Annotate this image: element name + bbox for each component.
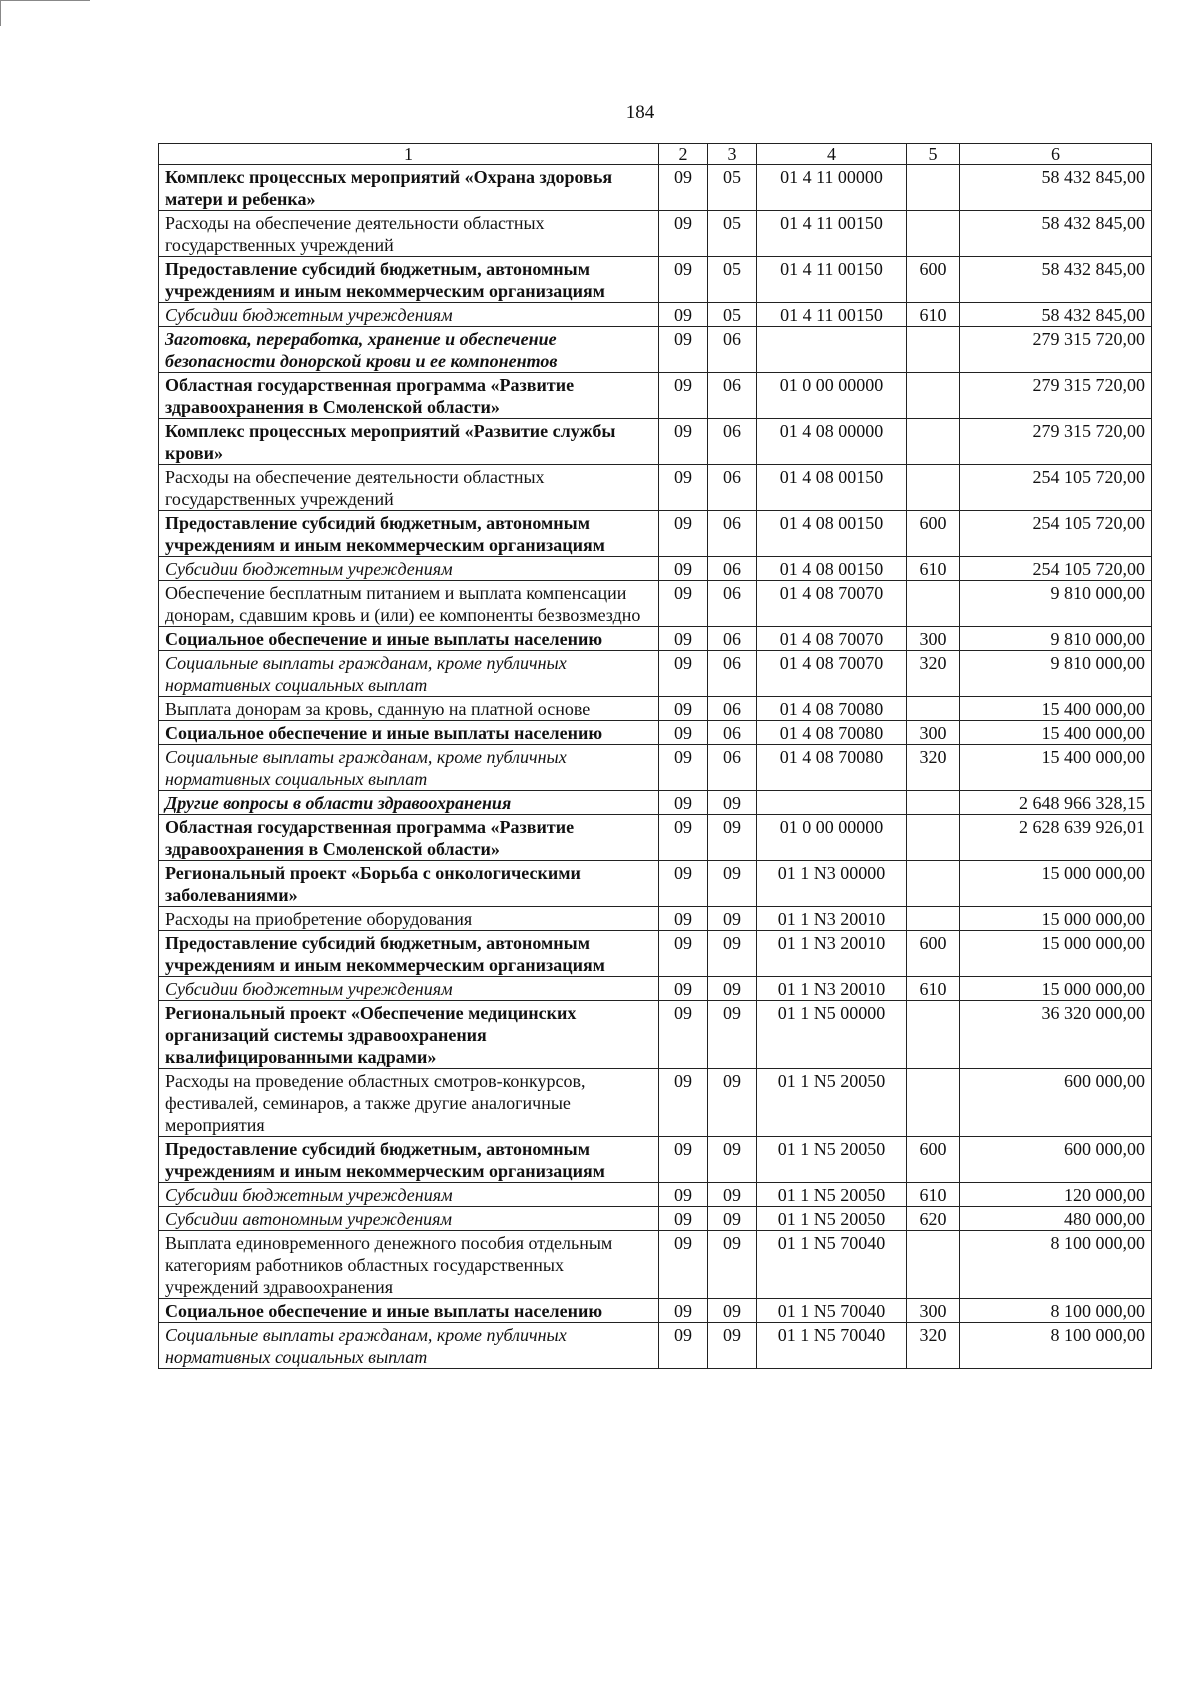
- section-code-cell: 09: [659, 931, 708, 977]
- subsection-code-cell: 09: [708, 1323, 757, 1369]
- section-code-cell: 09: [659, 257, 708, 303]
- subsection-code-cell: 09: [708, 977, 757, 1001]
- amount-cell: 9 810 000,00: [960, 581, 1152, 627]
- amount-cell: 2 648 966 328,15: [960, 791, 1152, 815]
- expense-type-cell: [907, 1001, 960, 1069]
- subsection-code-cell: 06: [708, 511, 757, 557]
- table-row: [159, 907, 1152, 931]
- row-name-cell: Предоставление субсидий бюджетным, автономным учреждениям и иным некоммерческим организациям: [159, 931, 659, 977]
- subsection-code-cell: 09: [708, 1137, 757, 1183]
- subsection-code-cell: 05: [708, 257, 757, 303]
- row-name-cell: Заготовка, переработка, хранение и обеспечение безопасности донорской крови и ее компонентов: [159, 327, 659, 373]
- row-name-cell: Субсидии бюджетным учреждениям: [159, 1183, 659, 1207]
- subsection-code-cell: 06: [708, 373, 757, 419]
- table-row: [159, 977, 1152, 1001]
- table-row: [159, 211, 1152, 257]
- row-name-cell: Субсидии бюджетным учреждениям: [159, 303, 659, 327]
- expense-type-cell: 600: [907, 1137, 960, 1183]
- subsection-code-cell: 06: [708, 651, 757, 697]
- amount-cell: 58 432 845,00: [960, 165, 1152, 211]
- expense-type-cell: 610: [907, 557, 960, 581]
- expense-type-cell: 610: [907, 303, 960, 327]
- row-name-cell: Предоставление субсидий бюджетным, автономным учреждениям и иным некоммерческим организациям: [159, 1137, 659, 1183]
- expense-type-cell: 320: [907, 1323, 960, 1369]
- expense-type-cell: [907, 211, 960, 257]
- expense-type-cell: [907, 581, 960, 627]
- subsection-code-cell: 09: [708, 1299, 757, 1323]
- subsection-code-cell: 06: [708, 581, 757, 627]
- section-code-cell: 09: [659, 977, 708, 1001]
- expense-type-cell: [907, 791, 960, 815]
- expense-type-cell: [907, 1231, 960, 1299]
- table-row: [159, 465, 1152, 511]
- row-name-cell: Региональный проект «Борьба с онкологическими заболеваниями»: [159, 861, 659, 907]
- row-name-cell: Комплекс процессных мероприятий «Охрана здоровья матери и ребенка»: [159, 165, 659, 211]
- column-header-6: 6: [960, 144, 1152, 165]
- amount-cell: 15 400 000,00: [960, 745, 1152, 791]
- table-row: [159, 257, 1152, 303]
- expense-type-cell: [907, 165, 960, 211]
- row-name-cell: Субсидии бюджетным учреждениям: [159, 557, 659, 581]
- expense-type-cell: [907, 419, 960, 465]
- row-name-cell: Комплекс процессных мероприятий «Развитие службы крови»: [159, 419, 659, 465]
- amount-cell: 15 400 000,00: [960, 697, 1152, 721]
- target-article-cell: 01 1 N3 20010: [757, 931, 907, 977]
- table-row: [159, 815, 1152, 861]
- scan-corner-mark: [0, 0, 90, 1]
- amount-cell: 15 000 000,00: [960, 977, 1152, 1001]
- table-row: [159, 697, 1152, 721]
- table-row: [159, 557, 1152, 581]
- table-row: [159, 327, 1152, 373]
- table-row: [159, 745, 1152, 791]
- expense-type-cell: [907, 861, 960, 907]
- row-name-cell: Субсидии автономным учреждениям: [159, 1207, 659, 1231]
- amount-cell: 120 000,00: [960, 1183, 1152, 1207]
- column-header-4: 4: [757, 144, 907, 165]
- target-article-cell: 01 4 08 70080: [757, 745, 907, 791]
- target-article-cell: 01 4 08 70070: [757, 581, 907, 627]
- subsection-code-cell: 09: [708, 1207, 757, 1231]
- section-code-cell: 09: [659, 651, 708, 697]
- subsection-code-cell: 06: [708, 697, 757, 721]
- row-name-cell: Социальное обеспечение и иные выплаты населению: [159, 721, 659, 745]
- row-name-cell: Расходы на проведение областных смотров-конкурсов, фестивалей, семинаров, а также другие аналогичные мероприятия: [159, 1069, 659, 1137]
- section-code-cell: 09: [659, 303, 708, 327]
- subsection-code-cell: 06: [708, 745, 757, 791]
- target-article-cell: 01 4 11 00000: [757, 165, 907, 211]
- target-article-cell: 01 4 08 00150: [757, 511, 907, 557]
- expense-type-cell: 320: [907, 651, 960, 697]
- target-article-cell: 01 1 N5 20050: [757, 1207, 907, 1231]
- section-code-cell: 09: [659, 511, 708, 557]
- expense-type-cell: 610: [907, 1183, 960, 1207]
- section-code-cell: 09: [659, 861, 708, 907]
- table-row: [159, 861, 1152, 907]
- subsection-code-cell: 09: [708, 907, 757, 931]
- expense-type-cell: [907, 697, 960, 721]
- subsection-code-cell: 09: [708, 1183, 757, 1207]
- scan-corner-mark: [0, 0, 1, 26]
- subsection-code-cell: 06: [708, 721, 757, 745]
- amount-cell: 279 315 720,00: [960, 327, 1152, 373]
- section-code-cell: 09: [659, 815, 708, 861]
- amount-cell: 8 100 000,00: [960, 1323, 1152, 1369]
- table-row: [159, 627, 1152, 651]
- subsection-code-cell: 06: [708, 557, 757, 581]
- expense-type-cell: 300: [907, 1299, 960, 1323]
- table-row: [159, 1001, 1152, 1069]
- table-row: [159, 165, 1152, 211]
- section-code-cell: 09: [659, 465, 708, 511]
- expense-type-cell: 600: [907, 257, 960, 303]
- amount-cell: 2 628 639 926,01: [960, 815, 1152, 861]
- amount-cell: 279 315 720,00: [960, 373, 1152, 419]
- row-name-cell: Предоставление субсидий бюджетным, автономным учреждениям и иным некоммерческим организациям: [159, 257, 659, 303]
- table-row: [159, 1231, 1152, 1299]
- amount-cell: 600 000,00: [960, 1137, 1152, 1183]
- expense-type-cell: 600: [907, 511, 960, 557]
- amount-cell: 15 400 000,00: [960, 721, 1152, 745]
- expense-type-cell: [907, 327, 960, 373]
- table-row: [159, 419, 1152, 465]
- target-article-cell: 01 1 N3 20010: [757, 977, 907, 1001]
- section-code-cell: 09: [659, 327, 708, 373]
- section-code-cell: 09: [659, 1323, 708, 1369]
- amount-cell: 480 000,00: [960, 1207, 1152, 1231]
- expense-type-cell: 610: [907, 977, 960, 1001]
- page-number: 184: [625, 102, 655, 123]
- row-name-cell: Областная государственная программа «Развитие здравоохранения в Смоленской области»: [159, 815, 659, 861]
- amount-cell: 9 810 000,00: [960, 651, 1152, 697]
- table-row: [159, 1069, 1152, 1137]
- row-name-cell: Расходы на обеспечение деятельности областных государственных учреждений: [159, 465, 659, 511]
- section-code-cell: 09: [659, 557, 708, 581]
- section-code-cell: 09: [659, 165, 708, 211]
- row-name-cell: Расходы на обеспечение деятельности областных государственных учреждений: [159, 211, 659, 257]
- table-row: [159, 581, 1152, 627]
- row-name-cell: Выплата донорам за кровь, сданную на платной основе: [159, 697, 659, 721]
- row-name-cell: Социальные выплаты гражданам, кроме публичных нормативных социальных выплат: [159, 651, 659, 697]
- section-code-cell: 09: [659, 791, 708, 815]
- target-article-cell: 01 1 N5 20050: [757, 1137, 907, 1183]
- amount-cell: 8 100 000,00: [960, 1299, 1152, 1323]
- amount-cell: 15 000 000,00: [960, 861, 1152, 907]
- section-code-cell: 09: [659, 745, 708, 791]
- table-row: [159, 373, 1152, 419]
- target-article-cell: 01 4 08 00000: [757, 419, 907, 465]
- subsection-code-cell: 09: [708, 1069, 757, 1137]
- amount-cell: 58 432 845,00: [960, 257, 1152, 303]
- section-code-cell: 09: [659, 1299, 708, 1323]
- expense-type-cell: 320: [907, 745, 960, 791]
- section-code-cell: 09: [659, 373, 708, 419]
- subsection-code-cell: 06: [708, 419, 757, 465]
- subsection-code-cell: 06: [708, 327, 757, 373]
- target-article-cell: 01 1 N5 00000: [757, 1001, 907, 1069]
- table-row: [159, 721, 1152, 745]
- subsection-code-cell: 05: [708, 303, 757, 327]
- target-article-cell: 01 1 N5 20050: [757, 1069, 907, 1137]
- target-article-cell: 01 4 08 00150: [757, 465, 907, 511]
- budget-table: [158, 143, 1152, 1369]
- subsection-code-cell: 09: [708, 1231, 757, 1299]
- row-name-cell: Выплата единовременного денежного пособия отдельным категориям работников областных государственных учреждений здравоохранения: [159, 1231, 659, 1299]
- amount-cell: 8 100 000,00: [960, 1231, 1152, 1299]
- table-row: [159, 303, 1152, 327]
- target-article-cell: 01 4 11 00150: [757, 211, 907, 257]
- expense-type-cell: [907, 907, 960, 931]
- amount-cell: 279 315 720,00: [960, 419, 1152, 465]
- column-header-1: 1: [159, 144, 659, 165]
- table-row: [159, 511, 1152, 557]
- subsection-code-cell: 05: [708, 211, 757, 257]
- expense-type-cell: 620: [907, 1207, 960, 1231]
- section-code-cell: 09: [659, 721, 708, 745]
- column-header-5: 5: [907, 144, 960, 165]
- subsection-code-cell: 09: [708, 861, 757, 907]
- subsection-code-cell: 06: [708, 627, 757, 651]
- subsection-code-cell: 06: [708, 465, 757, 511]
- section-code-cell: 09: [659, 1231, 708, 1299]
- amount-cell: 254 105 720,00: [960, 465, 1152, 511]
- amount-cell: 254 105 720,00: [960, 511, 1152, 557]
- table-row: [159, 1299, 1152, 1323]
- row-name-cell: Социальные выплаты гражданам, кроме публичных нормативных социальных выплат: [159, 745, 659, 791]
- table-row: [159, 1323, 1152, 1369]
- table-row: [159, 931, 1152, 977]
- table-row: [159, 1207, 1152, 1231]
- target-article-cell: 01 1 N5 20050: [757, 1183, 907, 1207]
- expense-type-cell: 600: [907, 931, 960, 977]
- expense-type-cell: [907, 815, 960, 861]
- section-code-cell: 09: [659, 1137, 708, 1183]
- target-article-cell: 01 4 08 70070: [757, 627, 907, 651]
- amount-cell: 9 810 000,00: [960, 627, 1152, 651]
- row-name-cell: Субсидии бюджетным учреждениям: [159, 977, 659, 1001]
- target-article-cell: 01 1 N3 00000: [757, 861, 907, 907]
- row-name-cell: Расходы на приобретение оборудования: [159, 907, 659, 931]
- table-body: [159, 144, 1152, 1369]
- row-name-cell: Социальные выплаты гражданам, кроме публичных нормативных социальных выплат: [159, 1323, 659, 1369]
- section-code-cell: 09: [659, 211, 708, 257]
- target-article-cell: [757, 327, 907, 373]
- table-header-row: [159, 144, 1152, 165]
- row-name-cell: Предоставление субсидий бюджетным, автономным учреждениям и иным некоммерческим организациям: [159, 511, 659, 557]
- section-code-cell: 09: [659, 1069, 708, 1137]
- amount-cell: 36 320 000,00: [960, 1001, 1152, 1069]
- target-article-cell: [757, 791, 907, 815]
- target-article-cell: 01 4 08 00150: [757, 557, 907, 581]
- row-name-cell: Областная государственная программа «Развитие здравоохранения в Смоленской области»: [159, 373, 659, 419]
- target-article-cell: 01 1 N5 70040: [757, 1323, 907, 1369]
- row-name-cell: Социальное обеспечение и иные выплаты населению: [159, 1299, 659, 1323]
- column-header-3: 3: [708, 144, 757, 165]
- table-row: [159, 1137, 1152, 1183]
- subsection-code-cell: 09: [708, 931, 757, 977]
- amount-cell: 254 105 720,00: [960, 557, 1152, 581]
- target-article-cell: 01 0 00 00000: [757, 815, 907, 861]
- subsection-code-cell: 05: [708, 165, 757, 211]
- subsection-code-cell: 09: [708, 1001, 757, 1069]
- expense-type-cell: 300: [907, 627, 960, 651]
- amount-cell: 15 000 000,00: [960, 931, 1152, 977]
- amount-cell: 58 432 845,00: [960, 303, 1152, 327]
- amount-cell: 15 000 000,00: [960, 907, 1152, 931]
- target-article-cell: 01 4 08 70070: [757, 651, 907, 697]
- subsection-code-cell: 09: [708, 815, 757, 861]
- target-article-cell: 01 4 08 70080: [757, 697, 907, 721]
- row-name-cell: Обеспечение бесплатным питанием и выплата компенсации донорам, сдавшим кровь и (или) ее компоненты безвозмездно: [159, 581, 659, 627]
- section-code-cell: 09: [659, 1207, 708, 1231]
- subsection-code-cell: 09: [708, 791, 757, 815]
- section-code-cell: 09: [659, 1001, 708, 1069]
- amount-cell: 600 000,00: [960, 1069, 1152, 1137]
- expense-type-cell: [907, 465, 960, 511]
- expense-type-cell: [907, 373, 960, 419]
- expense-type-cell: 300: [907, 721, 960, 745]
- row-name-cell: Социальное обеспечение и иные выплаты населению: [159, 627, 659, 651]
- section-code-cell: 09: [659, 907, 708, 931]
- expense-type-cell: [907, 1069, 960, 1137]
- target-article-cell: 01 4 08 70080: [757, 721, 907, 745]
- section-code-cell: 09: [659, 419, 708, 465]
- column-header-2: 2: [659, 144, 708, 165]
- section-code-cell: 09: [659, 627, 708, 651]
- table-row: [159, 651, 1152, 697]
- table-row: [159, 1183, 1152, 1207]
- row-name-cell: Другие вопросы в области здравоохранения: [159, 791, 659, 815]
- target-article-cell: 01 1 N5 70040: [757, 1299, 907, 1323]
- target-article-cell: 01 1 N5 70040: [757, 1231, 907, 1299]
- section-code-cell: 09: [659, 1183, 708, 1207]
- target-article-cell: 01 0 00 00000: [757, 373, 907, 419]
- section-code-cell: 09: [659, 697, 708, 721]
- target-article-cell: 01 1 N3 20010: [757, 907, 907, 931]
- row-name-cell: Региональный проект «Обеспечение медицинских организаций системы здравоохранения квалифицированными кадрами»: [159, 1001, 659, 1069]
- table-row: [159, 791, 1152, 815]
- amount-cell: 58 432 845,00: [960, 211, 1152, 257]
- section-code-cell: 09: [659, 581, 708, 627]
- target-article-cell: 01 4 11 00150: [757, 303, 907, 327]
- target-article-cell: 01 4 11 00150: [757, 257, 907, 303]
